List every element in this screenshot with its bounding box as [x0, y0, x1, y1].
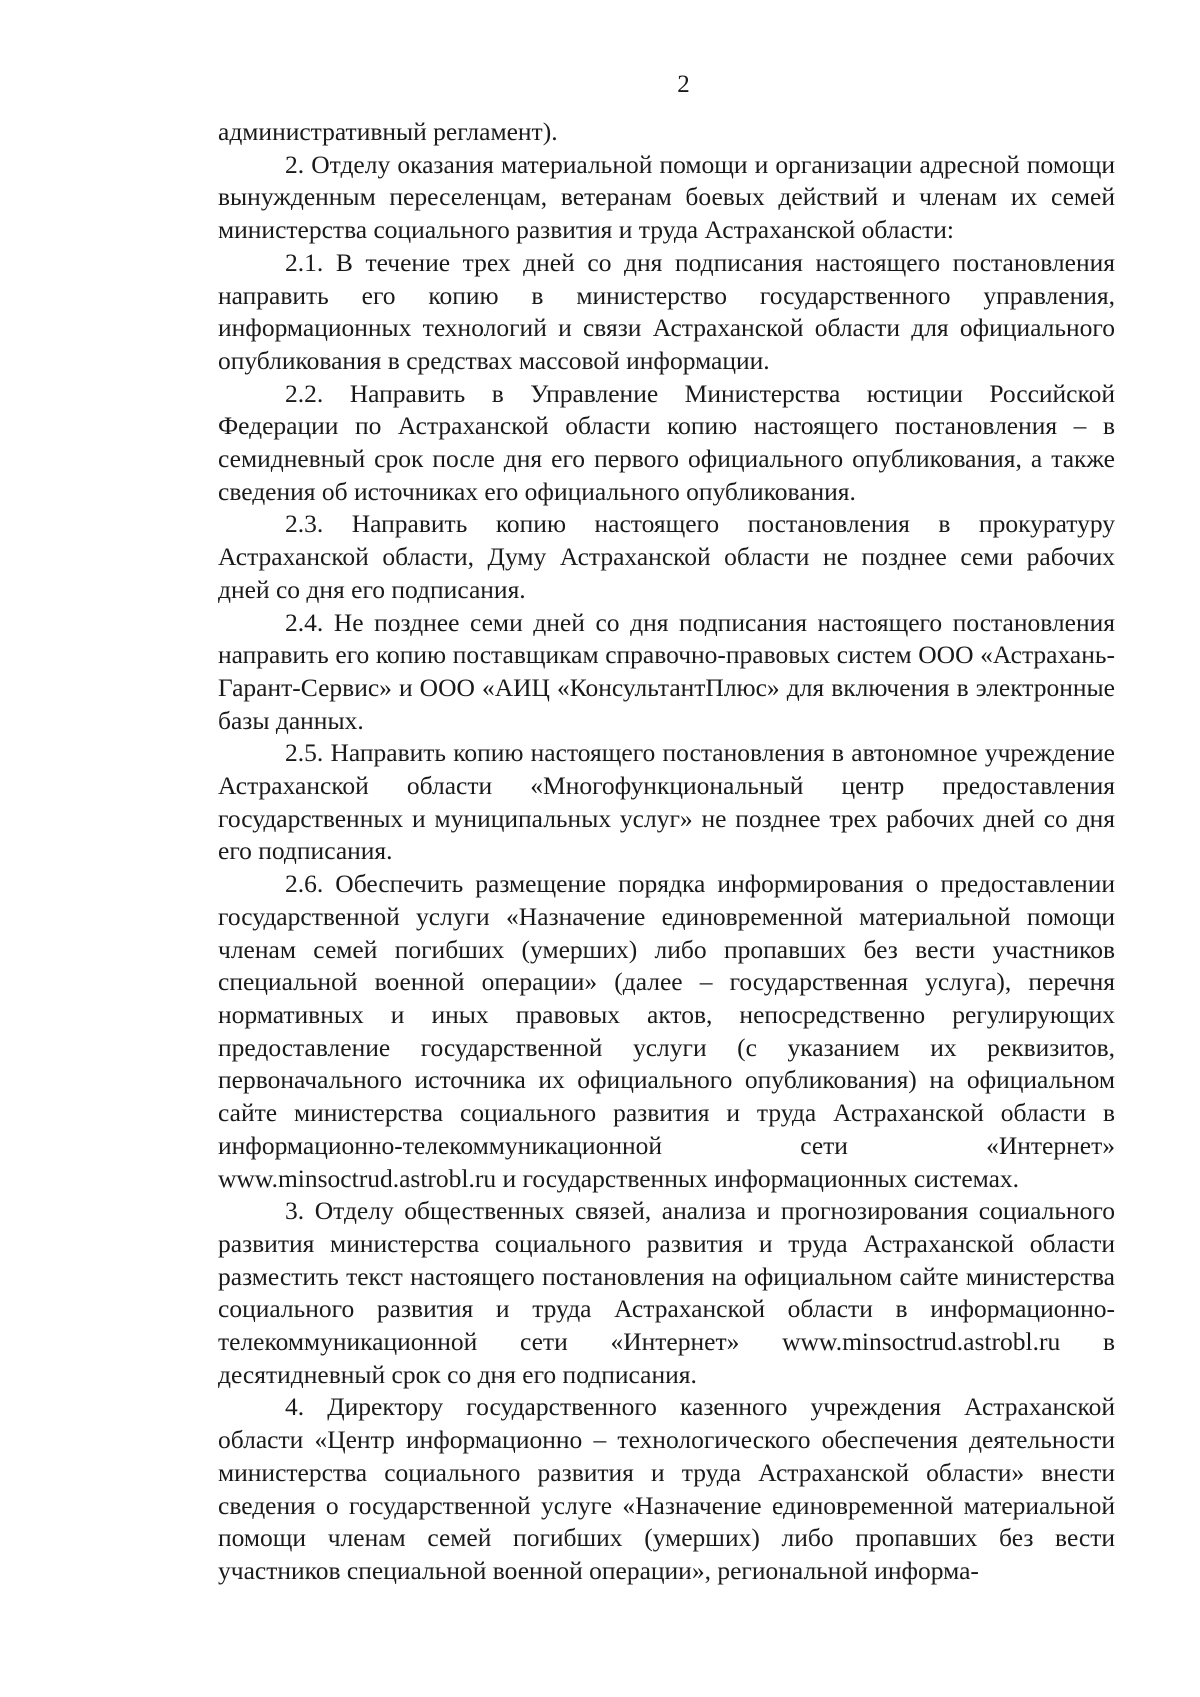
- paragraph-2-5: 2.5. Направить копию настоящего постановления в автономное учреждение Астраханской области «Многофункциональный центр предоставления государственных и муниципальных услуг» не позднее трех рабочих дней со дня его подписания.: [218, 738, 1115, 866]
- paragraph-2-1: 2.1. В течение трех дней со дня подписания настоящего постановления направить его копию в министерство государственного управления, информационных технологий и связи Астраханской области для официального опубликования в средствах массовой информации.: [218, 247, 1115, 375]
- paragraph-2-3: 2.3. Направить копию настоящего постановления в прокуратуру Астраханской области, Думу Астраханской области не позднее семи рабочих дней со дня его подписания.: [218, 509, 1115, 604]
- document-body: [218, 116, 1115, 1588]
- paragraph-2-4: 2.4. Не позднее семи дней со дня подписания настоящего постановления направить его копию поставщикам справочно-правовых систем ООО «Астрахань-Гарант-Сервис» и ООО «АИЦ «КонсультантПлюс» для включения в электронные базы данных.: [218, 607, 1115, 735]
- paragraph-3: 3. Отделу общественных связей, анализа и прогнозирования социального развития министерства социального развития и труда Астраханской области разместить текст настоящего постановления на официальном сайте министерства социального развития и труда Астраханской области в информационно-телекоммуникационной сети «Интернет» www.minsoctrud.astrobl.ru в десятидневный срок со дня его подписания.: [218, 1196, 1115, 1389]
- paragraph-2-6: 2.6. Обеспечить размещение порядка информирования о предоставлении государственной услуги «Назначение единовременной материальной помощи членам семей погибших (умерших) либо пропавших без вести участников специальной военной операции» (далее – государственная услуга), перечня нормативных и иных правовых актов, непосредственно регулирующих предоставление государственной услуги (с указанием их реквизитов, первоначального источника их официального опубликования) на официальном сайте министерства социального развития и труда Астраханской области в информационно-телекоммуникационной сети «Интернет» www.minsoctrud.astrobl.ru и государственных информационных системах.: [218, 869, 1115, 1193]
- paragraph-2: 2. Отделу оказания материальной помощи и организации адресной помощи вынужденным переселенцам, ветеранам боевых действий и членам их семей министерства социального развития и труда Астраханской области:: [218, 149, 1115, 245]
- page-number: 2: [677, 71, 690, 98]
- paragraph-2-2: 2.2. Направить в Управление Министерства юстиции Российской Федерации по Астраханской области копию настоящего постановления – в семидневный срок после дня его первого официального опубликования, а также сведения об источниках его официального опубликования.: [218, 378, 1115, 506]
- paragraph-4: 4. Директору государственного казенного учреждения Астраханской области «Центр информационно – технологического обеспечения деятельности министерства социального развития и труда Астраханской области» внести сведения о государственной услуге «Назначение единовременной материальной помощи членам семей погибших (умерших) либо пропавших без вести участников специальной военной операции», региональной информа-: [218, 1392, 1115, 1585]
- paragraph-regulation-end: административный регламент).: [218, 117, 558, 146]
